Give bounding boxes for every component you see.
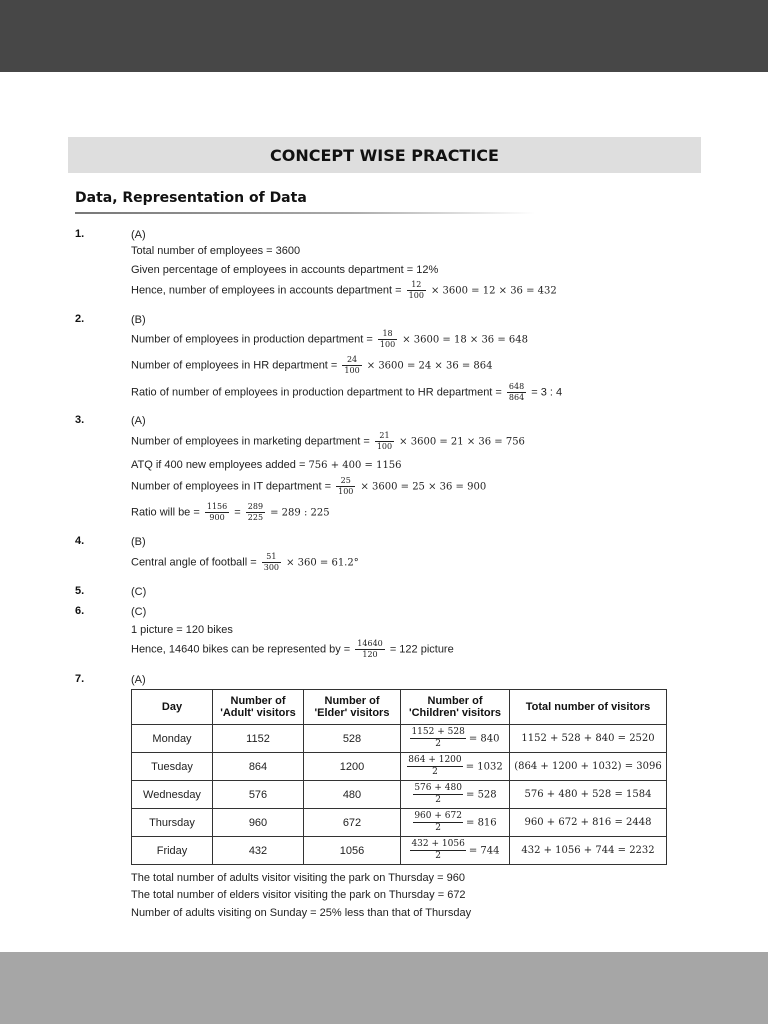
equation: × 3600 = 25 × 36 = 900 [360,481,487,493]
solution-text: Number of employees in HR department = [131,359,338,372]
solution-line [131,458,402,473]
answer-option: (B) [131,536,146,548]
cell-elder: 528 [304,725,401,753]
solution-line [131,382,562,403]
solution-line [131,355,493,376]
solution-line [131,280,557,301]
cell-total: 432 + 1056 + 744 = 2232 [510,837,667,865]
cell-children: $\frac{432 + 1056}{2}$ = 744 [401,837,510,865]
question-number: 7. [75,673,85,685]
visitors-table [131,689,667,865]
table-row [132,781,667,809]
solution-line [131,329,528,350]
table-row [132,725,667,753]
solution-line [131,502,330,523]
cell-day: Tuesday [132,753,213,781]
answer-option: (A) [131,674,146,686]
answer-option: (A) [131,229,146,241]
question-number: 3. [75,414,85,426]
equation: = 289 : 225 [270,507,330,519]
answer-option: (A) [131,415,146,427]
fraction: $\frac{18}{100}$ [379,329,396,349]
solution-line: The total number of adults visitor visiting the park on Thursday = 960 [131,872,465,884]
solution-text: Number of employees in IT department = [131,480,332,493]
solution-line [131,552,359,573]
solution-line [131,431,525,452]
answer-option: (B) [131,314,146,326]
column-header: Number of 'Elder' visitors [304,690,401,725]
fraction: $\frac{289}{225}$ [247,502,264,522]
equation: = 3 : 4 [531,386,563,399]
question-number: 4. [75,535,85,547]
cell-adult: 432 [213,837,304,865]
cell-adult: 576 [213,781,304,809]
column-header: Number of 'Children' visitors [401,690,510,725]
cell-day: Wednesday [132,781,213,809]
column-header: Day [132,690,213,725]
solution-text: Number of employees in marketing department = [131,435,370,448]
fraction: $\frac{14640}{120}$ [357,639,383,659]
fraction: $\frac{51}{300}$ [263,552,280,572]
solution-text: Ratio of number of employees in production department to HR department = [131,386,502,399]
cell-elder: 480 [304,781,401,809]
solution-line: Given percentage of employees in accounts department = 12% [131,264,439,276]
equation: × 3600 = 18 × 36 = 648 [402,334,528,346]
equation: × 3600 = 21 × 36 = 756 [399,436,525,448]
solution-line: The total number of elders visitor visiting the park on Thursday = 672 [131,889,466,901]
fraction: $\frac{21}{100}$ [376,431,393,451]
cell-elder: 672 [304,809,401,837]
table-row [132,837,667,865]
top-dark-bar [0,0,768,72]
fraction: $\frac{648}{864}$ [508,382,525,402]
cell-adult: 960 [213,809,304,837]
question-number: 2. [75,313,85,325]
section-title: Data, Representation of Data [75,190,307,206]
fraction: $\frac{12}{100}$ [408,280,424,300]
cell-total: 576 + 480 + 528 = 1584 [510,781,667,809]
solution-text: Number of employees in production department = [131,333,373,346]
solution-line [131,639,454,660]
solution-line: Total number of employees = 3600 [131,245,301,257]
fraction: $\frac{1156}{900}$ [206,502,228,522]
question-number: 6. [75,605,85,617]
cell-adult: 1152 [213,725,304,753]
solution-text: Hence, number of employees in accounts department = [131,284,402,297]
equation: × 360 = 61.2° [286,557,359,569]
cell-children: $\frac{1152 + 528}{2}$ = 840 [401,725,510,753]
cell-day: Friday [132,837,213,865]
cell-total: 1152 + 528 + 840 = 2520 [510,725,667,753]
column-header: Number of 'Adult' visitors [213,690,304,725]
column-header: Total number of visitors [510,690,667,725]
cell-day: Thursday [132,809,213,837]
cell-children: $\frac{576 + 480}{2}$ = 528 [401,781,510,809]
table-header-row [132,690,667,725]
answer-option: (C) [131,586,147,598]
header-banner [68,137,701,173]
cell-elder: 1200 [304,753,401,781]
solution-text: Hence, 14640 bikes can be represented by = [131,643,351,656]
question-number: 5. [75,585,85,597]
cell-children: $\frac{864 + 1200}{2}$ = 1032 [401,753,510,781]
table-row [132,753,667,781]
cell-children: $\frac{960 + 672}{2}$ = 816 [401,809,510,837]
cell-elder: 1056 [304,837,401,865]
cell-adult: 864 [213,753,304,781]
section-divider [75,212,535,214]
answer-option: (C) [131,606,147,618]
fraction: $\frac{24}{100}$ [344,355,360,375]
equals-sign: = [234,506,241,519]
equation: × 3600 = 12 × 36 = 432 [430,285,557,297]
bottom-grey-bar [0,952,768,1024]
solution-text: ATQ if 400 new employees added = [131,459,306,471]
cell-total: 960 + 672 + 816 = 2448 [510,809,667,837]
question-number: 1. [75,228,85,240]
cell-total: (864 + 1200 + 1032) = 3096 [510,753,667,781]
page-title: CONCEPT WISE PRACTICE [270,145,499,165]
cell-day: Monday [132,725,213,753]
equation: = 122 picture [389,643,454,656]
solution-line: Number of adults visiting on Sunday = 25% less than that of Thursday [131,907,472,919]
solution-text: Ratio will be = [131,506,200,519]
equation: 756 + 400 = 1156 [308,460,402,471]
solution-line [131,476,486,497]
solution-text: Central angle of football = [131,556,257,569]
equation: × 3600 = 24 × 36 = 864 [366,360,493,372]
solution-line: 1 picture = 120 bikes [131,624,233,636]
fraction: $\frac{25}{100}$ [338,476,354,496]
table-row [132,809,667,837]
